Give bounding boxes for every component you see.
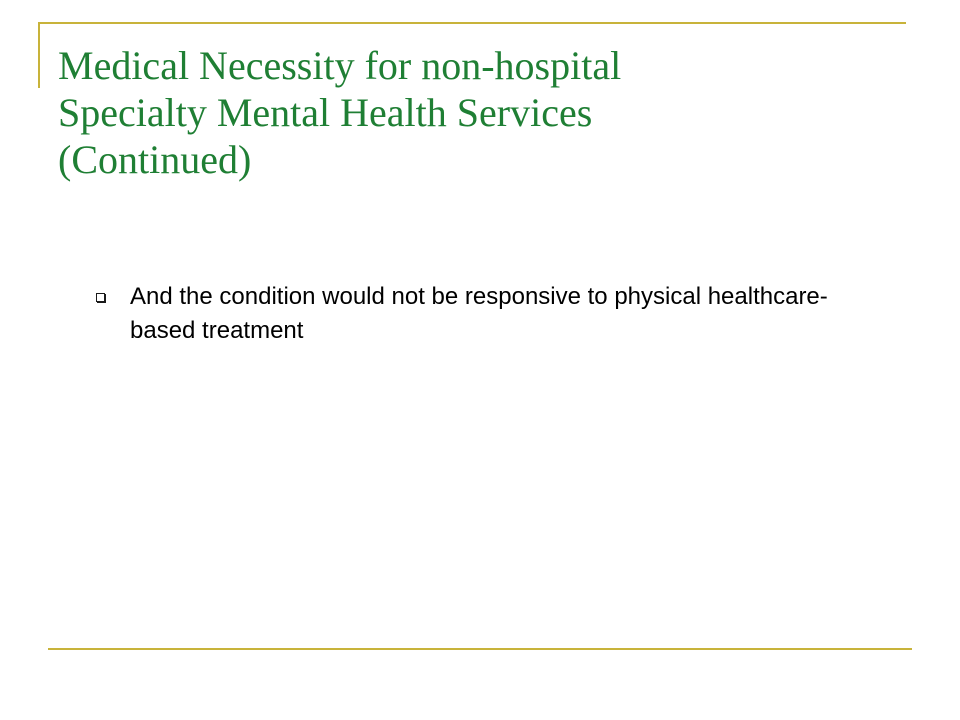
left-rule (38, 22, 40, 88)
square-bullet-icon (96, 293, 105, 302)
slide-title-line: Specialty Mental Health Services (58, 90, 593, 135)
bullet-item (96, 280, 856, 348)
bottom-rule (48, 648, 912, 650)
bullet-list (96, 280, 856, 348)
slide-title (58, 42, 918, 183)
top-rule (40, 22, 906, 24)
slide-title-line: (Continued) (58, 137, 252, 182)
bullet-text: And the condition would not be responsive to physical healthcare-based treatment (130, 283, 828, 344)
slide-title-line: Medical Necessity for non-hospital (58, 43, 622, 88)
